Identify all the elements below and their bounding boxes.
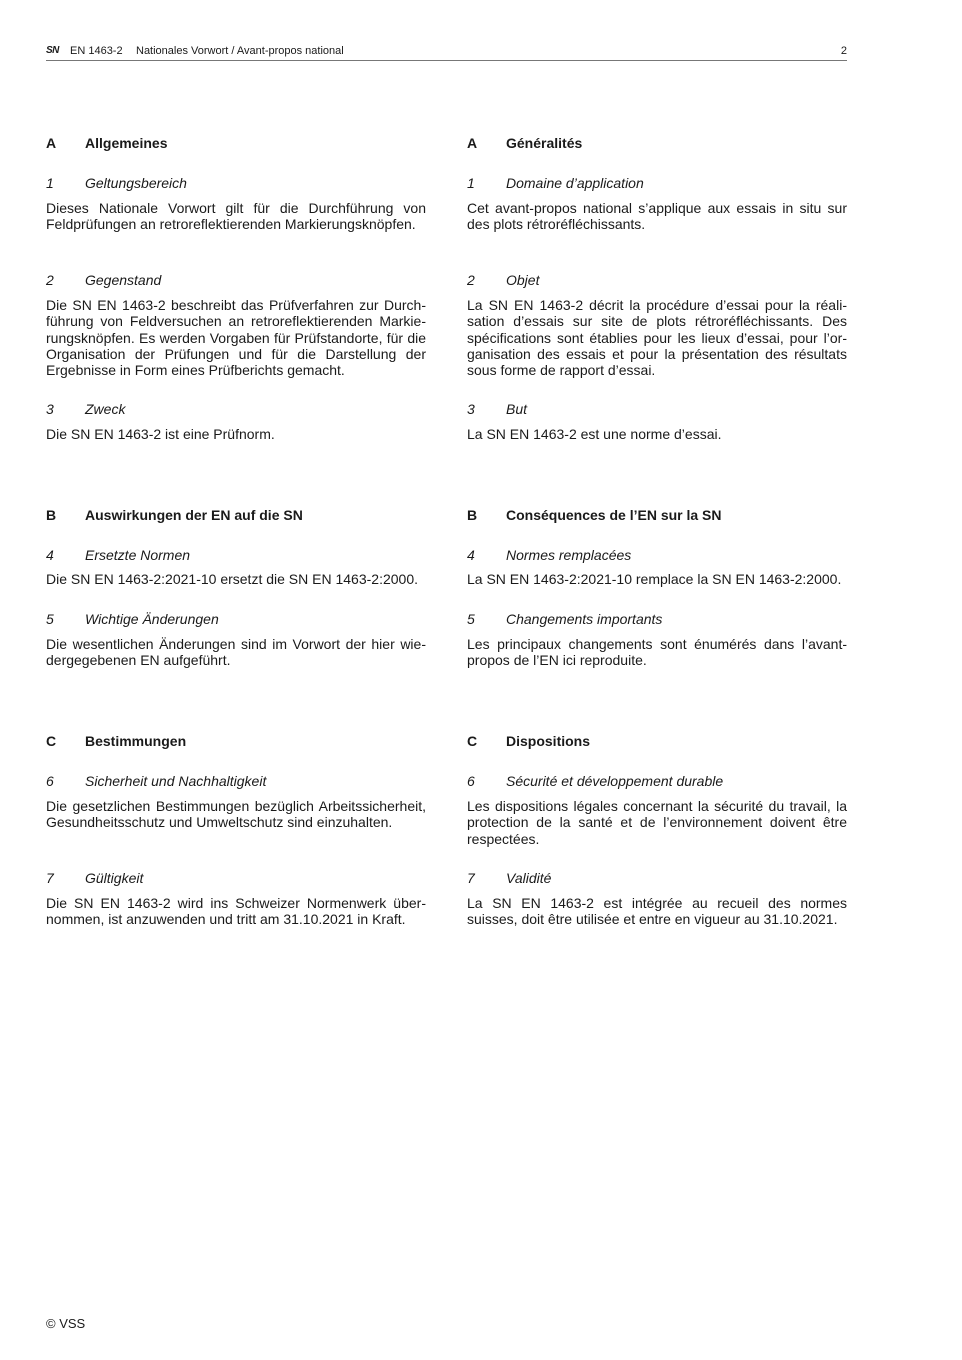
subsection-number: 2 <box>46 272 54 288</box>
section-title: Dispositions <box>506 733 591 749</box>
header-title: Nationales Vorwort / Avant-propos national <box>136 45 344 57</box>
subsection-number: 5 <box>46 611 54 627</box>
paragraph-1: Cet avant-propos national s’applique aux essais in situ sur des plots rétroréfléchissants. <box>467 200 847 233</box>
section-letter: C <box>46 733 57 749</box>
subsection-title: Objet <box>506 272 540 288</box>
subsection-title: Gültigkeit <box>85 870 144 886</box>
paragraph-4: La SN EN 1463-2:2021-10 remplace la SN EN 1463-2:2000. <box>467 571 842 587</box>
paragraph-6: Les dispositions légales concernant la sécurité du travail, la protection de la santé et de l’environnement doivent être respectées. <box>467 798 847 847</box>
subsection-number: 7 <box>467 870 475 886</box>
paragraph-1: Dieses Nationale Vorwort gilt für die Durchführung von Feldprüfungen an retroreflektierenden Markierungsknöpfen. <box>46 200 426 233</box>
section-letter: B <box>467 507 478 523</box>
subsection-title: Validité <box>506 870 552 886</box>
page-number: 2 <box>840 45 847 57</box>
section-title: Bestimmungen <box>85 733 187 749</box>
section-letter: B <box>46 507 57 523</box>
page-header <box>46 42 847 61</box>
section-title: Auswirkungen der EN auf die SN <box>85 507 303 523</box>
subsection-title: Geltungsbereich <box>85 175 187 191</box>
subsection-number: 3 <box>467 401 475 417</box>
subsection-title: Ersetzte Normen <box>85 547 191 563</box>
paragraph-3: Die SN EN 1463-2 ist eine Prüfnorm. <box>46 426 275 442</box>
paragraph-2: La SN EN 1463-2 décrit la procédure d’essai pour la réalisation d’essais sur site de plots rétroréfléchissants. Des spécifications sont établies pour les lieux d’essai, pour l’organisation des essais et pour la présentation des résultats sous forme de rapport d’essai. <box>467 297 847 379</box>
section-letter: A <box>46 135 57 151</box>
subsection-title: Sicherheit und Nachhaltigkeit <box>85 773 267 789</box>
subsection-number: 4 <box>46 547 54 563</box>
paragraph-4: Die SN EN 1463-2:2021-10 ersetzt die SN EN 1463-2:2000. <box>46 571 418 587</box>
paragraph-7: Die SN EN 1463-2 wird ins Schweizer Normenwerk übernommen, ist anzuwenden und tritt am 31.10.2021 in Kraft. <box>46 895 426 928</box>
paragraph-2: Die SN EN 1463-2 beschreibt das Prüfverfahren zur Durchführung von Feldversuchen an retroreflektierenden Markierungsknöpfen. Es werden Vorgaben für Prüfstandorte, für die Organisation der Prüfungen und für die Darstellung der Ergebnisse in Form eines Prüfberichts gemacht. <box>46 297 426 379</box>
subsection-title: Wichtige Änderungen <box>85 611 219 627</box>
subsection-number: 6 <box>467 773 475 789</box>
subsection-number: 6 <box>46 773 54 789</box>
subsection-number: 7 <box>46 870 54 886</box>
section-letter: C <box>467 733 478 749</box>
section-title: Conséquences de l’EN sur la SN <box>506 507 722 523</box>
subsection-title: Sécurité et développement durable <box>506 773 724 789</box>
subsection-title: Domaine d’application <box>506 175 644 191</box>
subsection-number: 4 <box>467 547 475 563</box>
subsection-number: 5 <box>467 611 475 627</box>
subsection-number: 2 <box>467 272 475 288</box>
subsection-title: But <box>506 401 528 417</box>
section-title: Allgemeines <box>85 135 168 151</box>
subsection-number: 1 <box>46 175 54 191</box>
section-title: Généralités <box>506 135 583 151</box>
subsection-title: Gegenstand <box>85 272 162 288</box>
paragraph-7: La SN EN 1463-2 est intégrée au recueil des normes suisses, doit être utilisée et entre en vigueur au 31.10.2021. <box>467 895 847 928</box>
subsection-title: Zweck <box>85 401 126 417</box>
paragraph-5: Die wesentlichen Änderungen sind im Vorwort der hier wiedergegebenen EN aufgeführt. <box>46 636 426 669</box>
paragraph-6: Die gesetzlichen Bestimmungen bezüglich Arbeitssicherheit, Gesundheitsschutz und Umweltschutz sind einzuhalten. <box>46 798 426 831</box>
section-letter: A <box>467 135 478 151</box>
subsection-title: Normes remplacées <box>506 547 632 563</box>
subsection-title: Changements importants <box>506 611 663 627</box>
sn-logo: SN <box>46 45 59 56</box>
paragraph-3: La SN EN 1463-2 est une norme d’essai. <box>467 426 722 442</box>
copyright-footer: © VSS <box>46 1316 86 1331</box>
paragraph-5: Les principaux changements sont énumérés dans l’avant-propos de l’EN ici reproduite. <box>467 636 847 669</box>
document-number: EN 1463-2 <box>70 45 123 57</box>
subsection-number: 1 <box>467 175 475 191</box>
subsection-number: 3 <box>46 401 54 417</box>
